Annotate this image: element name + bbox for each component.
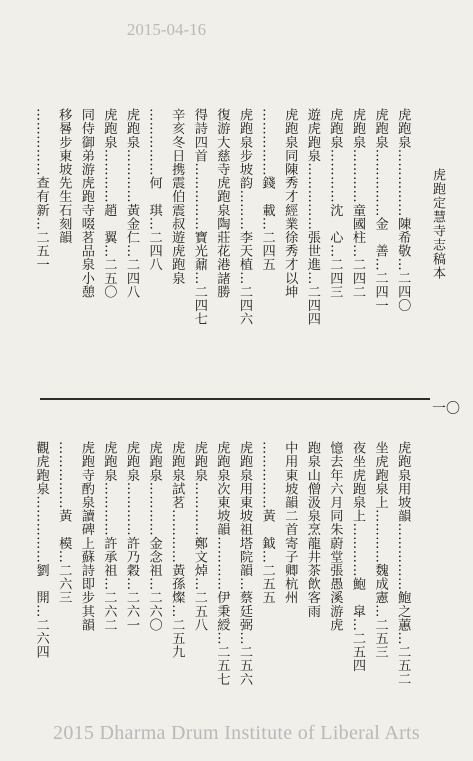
- toc-entry: 虎跑泉試茗…………黃孫燦…二五九: [169, 441, 185, 659]
- toc-entry: 遊虎跑泉……………張世進…二四四: [304, 108, 320, 326]
- toc-entry: 虎跑泉……………金 善…二四一: [372, 108, 388, 312]
- toc-entry: 夜坐虎跑泉上…………鮑 皐…二五四: [350, 441, 365, 673]
- institution-footer: 2015 Dharma Drum Institute of Liberal Arts: [53, 722, 420, 744]
- toc-entry: 虎跑泉…………鄭文焯…二五八: [191, 441, 207, 632]
- toc-entry: 虎跑泉用坡韻……………鮑之蕙…二五二: [395, 441, 411, 686]
- date-stamp: 2015-04-16: [126, 20, 207, 39]
- toc-entry: ……………錢 載…二四五: [259, 108, 275, 272]
- toc-entry: 中用東坡韻二首寄子卿杭州: [282, 441, 298, 605]
- toc-entry: 虎跑泉用東坡祖塔院韻…蔡廷弼…二五六: [237, 441, 252, 686]
- toc-entry: 同侍御弟游虎跑寺啜茗品泉小憩: [78, 108, 94, 299]
- toc-entry: 復游大慈寺虎跑泉陶莊花港諸勝: [214, 108, 230, 299]
- toc-entry: 虎跑寺酌泉讀碑上蘇詩即步其韻: [78, 441, 94, 632]
- toc-entry: 虎跑泉…………趙 翼…二五〇: [101, 108, 117, 299]
- toc-entry: 得詩四首……………寶光鼐…二四七: [191, 108, 207, 326]
- toc-entry: ……………黃 模…二六三: [56, 441, 72, 605]
- toc-entry: 虎跑泉…………沈 心…二四三: [327, 108, 343, 299]
- toc-entry: 虎跑泉步坡韵………李天植…二四六: [237, 108, 252, 326]
- running-header: 虎跑定慧寺志稿本: [430, 168, 445, 280]
- toc-entry: 憶去年六月同朱蔚堂張愚溪游虎: [327, 441, 343, 632]
- toc-entry: 辛亥冬日携震伯震叔遊虎跑泉: [169, 108, 185, 285]
- section-divider: [40, 398, 430, 400]
- toc-entry: 移晷步東坡先生石刻韻: [56, 108, 72, 244]
- toc-entry: 虎跑泉次東坡韻…………伊秉綬…二五七: [214, 441, 230, 686]
- toc-entry: ……………查有新…二五一: [33, 108, 49, 272]
- toc-entry: 跑泉山僧汲泉烹龍井茶飲客雨: [304, 441, 320, 618]
- toc-entry: 虎跑泉同陳秀才經業徐秀才以坤: [282, 108, 298, 299]
- toc-entry: ……………何 琪…二四八: [146, 108, 162, 272]
- toc-entry: 虎跑泉…………黃金仁…二四八: [124, 108, 139, 299]
- toc-entry: 虎跑泉…………許乃穀…二六一: [124, 441, 139, 632]
- toc-entry: 虎跑泉…………童國柱…二四二: [350, 108, 365, 299]
- toc-entry: 虎跑泉…………金念祖…二六〇: [146, 441, 162, 632]
- toc-entry: ……………黃 鉞…二五五: [259, 441, 275, 605]
- page-number: 一〇: [432, 401, 460, 417]
- toc-entry: 虎跑泉…………許承祖…二六二: [101, 441, 117, 632]
- toc-entry: 觀虎跑泉……………劉 開…二六四: [33, 441, 49, 659]
- toc-entry: 虎跑泉……………陳希敬…二四〇: [395, 108, 411, 312]
- toc-entry: 坐虎跑泉上…………魏成憲…二五三: [372, 441, 388, 659]
